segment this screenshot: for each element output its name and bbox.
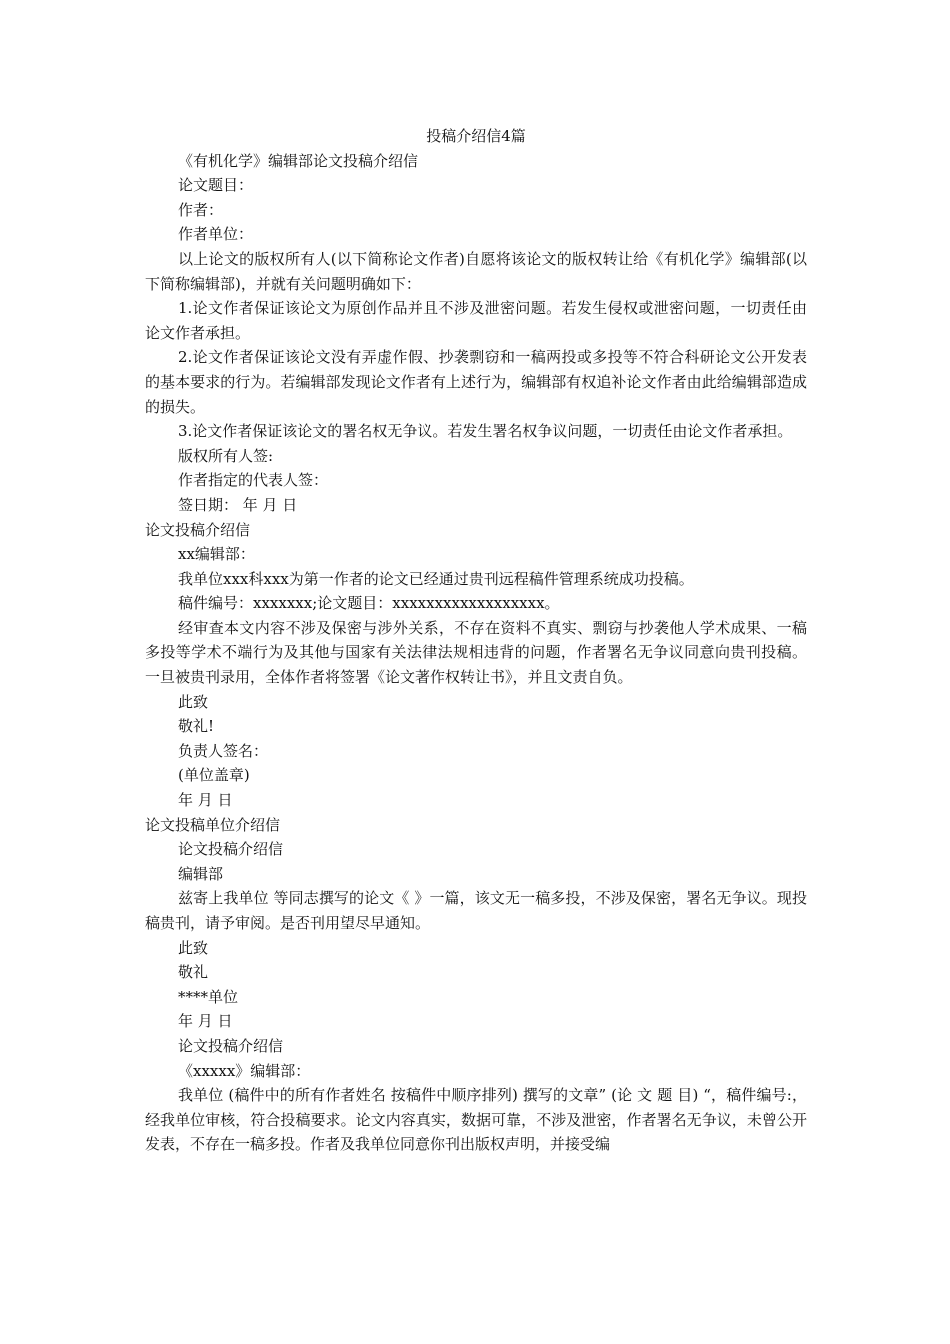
paragraph: 此致 [178,938,209,957]
paragraph: 1.论文作者保证该论文为原创作品并且不涉及泄密问题。若发生侵权或泄密问题，一切责任由论文作者承担。 [145,299,807,342]
section-heading: 论文投稿单位介绍信 [145,815,281,834]
paragraph: 负责人签名： [178,741,269,760]
paragraph: 论文投稿介绍信 [178,1036,284,1055]
paragraph: 此致 [178,692,209,711]
paragraph: 敬礼 [178,963,209,982]
paragraph: 《有机化学》编辑部论文投稿介绍信 [178,151,419,170]
paragraph: 敬礼! [178,717,215,736]
paragraph: 版权所有人签: [178,446,274,465]
document-page [145,124,807,1157]
paragraph: 兹寄上我单位 等同志撰写的论文《 》一篇，该文无一稿多投，不涉及保密，署名无争议。现投稿贵刊，请予审阅。是否刊用望尽早通知。 [145,889,807,932]
paragraph: 编辑部 [178,864,224,883]
paragraph: 作者单位： [178,225,254,244]
paragraph: 稿件编号：xxxxxxx;论文题目：xxxxxxxxxxxxxxxxxx。 [178,594,560,613]
document-title: 投稿介绍信4篇 [426,127,526,145]
paragraph: xx编辑部： [178,545,255,564]
section-2 [145,518,807,813]
paragraph: 以上论文的版权所有人(以下简称论文作者)自愿将该论文的版权转让给《有机化学》编辑部(以下简称编辑部)，并就有关问题明确如下： [145,249,807,293]
paragraph: 我单位 (稿件中的所有作者姓名 按稿件中顺序排列) 撰写的文章” (论 文 题 目) “，稿件编号:，经我单位审核，符合投稿要求。论文内容真实，数据可靠，不涉及泄密，作者署名无争议，未曾公开发表，不存在一稿多投。作者及我单位同意你刊出版权声明，并接受编 [145,1086,807,1154]
paragraph: 经审查本文内容不涉及保密与涉外关系，不存在资料不真实、剽窃与抄袭他人学术成果、一稿多投等学术不端行为及其他与国家有关法律法规相违背的问题，作者署名无争议同意向贵刊投稿。 一旦被贵刊录用，全体作者将签署《论文著作权转让书》，并且文责自负。 [145,618,807,687]
paragraph: 作者指定的代表人签： [178,471,329,490]
paragraph: 我单位xxx科xxx为第一作者的论文已经通过贵刊远程稿件管理系统成功投稿。 [178,569,694,588]
paragraph: 年 月 日 [178,791,233,810]
section-heading: 论文投稿介绍信 [145,520,251,539]
section-3 [145,813,807,1157]
paragraph: 3.论文作者保证该论文的署名权无争议。若发生署名权争议问题，一切责任由论文作者承担。 [178,422,793,441]
paragraph: 《xxxxx》编辑部： [178,1061,311,1080]
paragraph: 作者： [178,200,224,219]
paragraph: 年 月 日 [178,1012,233,1031]
paragraph: 论文题目： [178,176,254,195]
section-1 [145,149,807,518]
paragraph: (单位盖章) [178,766,250,785]
paragraph: ****单位 [178,987,239,1006]
paragraph: 2.论文作者保证该论文没有弄虚作假、抄袭剽窃和一稿两投或多投等不符合科研论文公开发表的基本要求的行为。若编辑部发现论文作者有上述行为，编辑部有权追补论文作者由此给编辑部造成的损失。 [145,348,807,416]
paragraph: 论文投稿介绍信 [178,840,284,859]
paragraph: 签日期： 年 月 日 [178,495,298,514]
